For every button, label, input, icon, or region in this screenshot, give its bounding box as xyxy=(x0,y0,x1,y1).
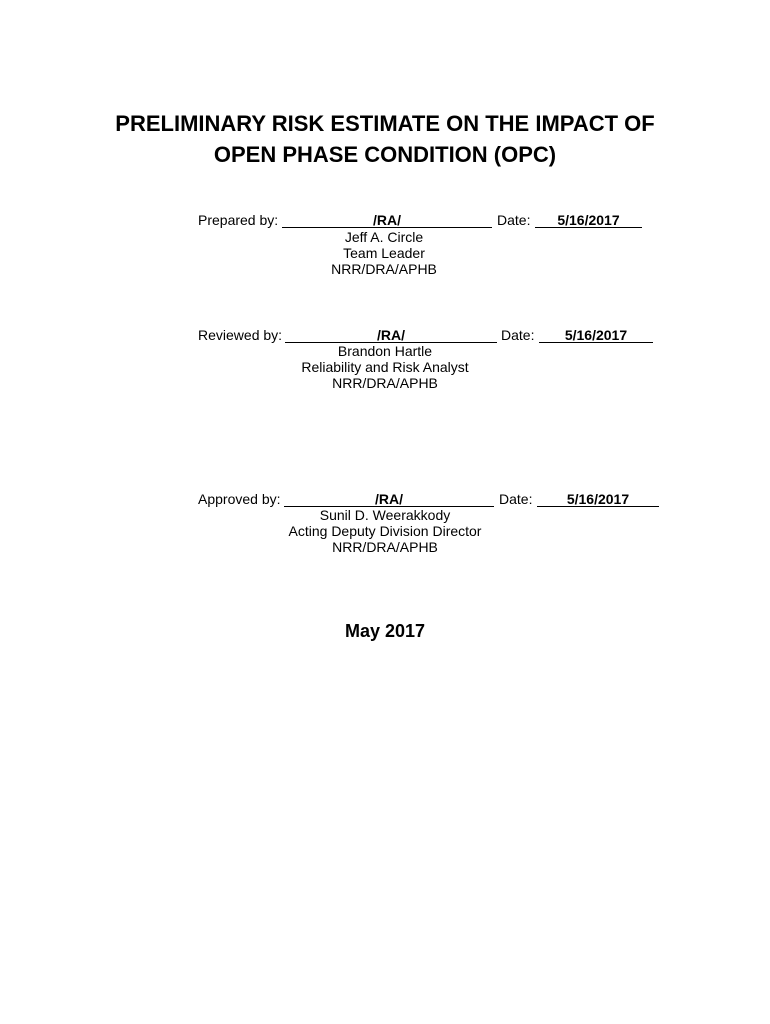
approved-signer-office: NRR/DRA/APHB xyxy=(332,539,438,555)
approved-date-label: Date: xyxy=(499,491,533,507)
title-line-1: PRELIMINARY RISK ESTIMATE ON THE IMPACT OF xyxy=(115,111,655,136)
prepared-date-field: 5/16/2017 xyxy=(535,212,642,228)
approved-signature-field: /RA/ xyxy=(284,491,494,507)
reviewed-signer-name: Brandon Hartle xyxy=(337,343,433,359)
reviewed-date-label: Date: xyxy=(501,327,535,343)
document-title xyxy=(0,108,770,170)
title-line-2: OPEN PHASE CONDITION (OPC) xyxy=(213,142,557,167)
prepared-signer-position: Team Leader xyxy=(343,245,425,261)
reviewed-date-field: 5/16/2017 xyxy=(539,327,653,343)
approved-date-field: 5/16/2017 xyxy=(537,491,659,507)
approved-signer-position: Acting Deputy Division Director xyxy=(288,523,482,539)
reviewed-by-label: Reviewed by: xyxy=(198,327,283,343)
prepared-signer-office: NRR/DRA/APHB xyxy=(331,261,437,277)
reviewed-signer-position: Reliability and Risk Analyst xyxy=(301,359,469,375)
reviewed-signer-office: NRR/DRA/APHB xyxy=(332,375,438,391)
prepared-signer-name: Jeff A. Circle xyxy=(344,229,424,245)
reviewed-signer-info xyxy=(285,343,485,391)
reviewed-signature-field: /RA/ xyxy=(285,327,497,343)
prepared-by-label: Prepared by: xyxy=(198,212,279,228)
prepared-signature-field: /RA/ xyxy=(282,212,492,228)
approved-signer-info xyxy=(285,507,485,555)
approved-by-label: Approved by: xyxy=(198,491,281,507)
issue-date: May 2017 xyxy=(344,621,426,641)
prepared-date-label: Date: xyxy=(497,212,531,228)
approved-signer-name: Sunil D. Weerakkody xyxy=(319,507,451,523)
prepared-signer-info xyxy=(284,229,484,277)
